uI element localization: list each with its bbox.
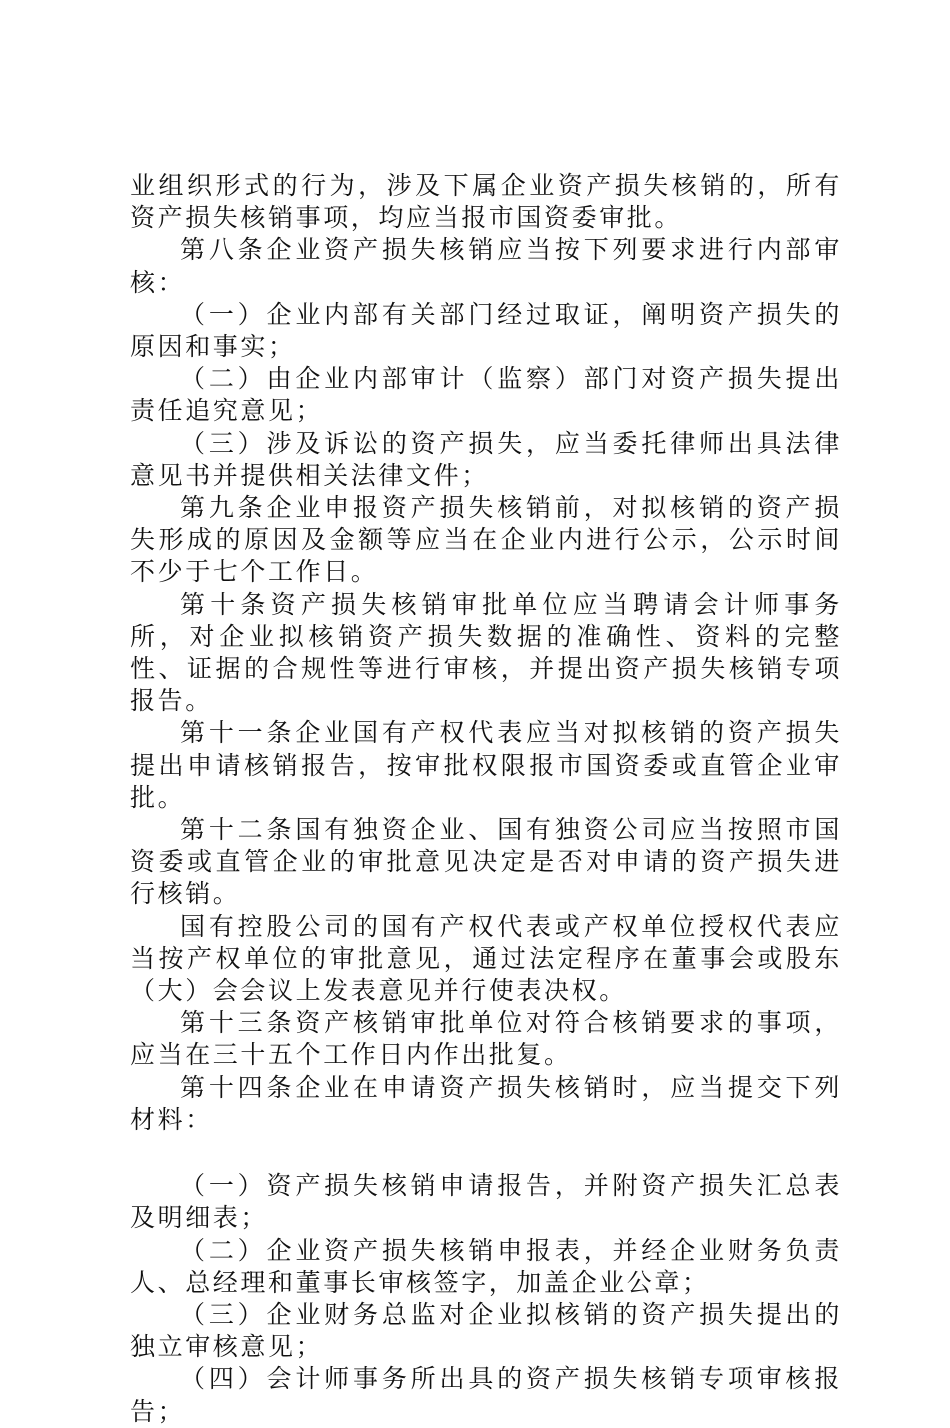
paragraph-article-14-item-4: （四）会计师事务所出具的资产损失核销专项审核报告； [130,1364,842,1426]
paragraph-article-9: 第九条企业申报资产损失核销前，对拟核销的资产损失形成的原因及金额等应当在企业内进行公示，公示时间不少于七个工作日。 [130,493,842,587]
paragraph-article-10: 第十条资产损失核销审批单位应当聘请会计师事务所，对企业拟核销资产损失数据的准确性、资料的完整性、证据的合规性等进行审核，并提出资产损失核销专项报告。 [130,589,842,716]
paragraph-article-8-item-2: （二）由企业内部审计（监察）部门对资产损失提出责任追究意见； [130,364,842,426]
paragraph-article-12-holding: 国有控股公司的国有产权代表或产权单位授权代表应当按产权单位的审批意见，通过法定程序在董事会或股东（大）会会议上发表意见并行使表决权。 [130,911,842,1006]
paragraph-article-8-item-3: （三）涉及诉讼的资产损失，应当委托律师出具法律意见书并提供相关法律文件； [130,428,842,490]
paragraph-article-12: 第十二条国有独资企业、国有独资公司应当按照市国资委或直管企业的审批意见决定是否对申请的资产损失进行核销。 [130,815,842,909]
paragraph-article-14-item-1: （一）资产损失核销申请报告，并附资产损失汇总表及明细表； [130,1171,842,1233]
paragraph-article-14: 第十四条企业在申请资产损失核销时，应当提交下列材料： [130,1072,842,1134]
document-body [130,170,842,1428]
paragraph-article-13: 第十三条资产核销审批单位对符合核销要求的事项，应当在三十五个工作日内作出批复。 [130,1008,842,1070]
paragraph-article-8-item-1: （一）企业内部有关部门经过取证，阐明资产损失的原因和事实； [130,299,842,362]
paragraph-article-14-item-3: （三）企业财务总监对企业拟核销的资产损失提出的独立审核意见； [130,1299,842,1362]
paragraph-article-11: 第十一条企业国有产权代表应当对拟核销的资产损失提出申请核销报告，按审批权限报市国资委或直管企业审批。 [130,718,842,812]
paragraph-article-14-item-2: （二）企业资产损失核销申报表，并经企业财务负责人、总经理和董事长审核签字，加盖企业公章； [130,1235,842,1297]
paragraph-continuation: 业组织形式的行为，涉及下属企业资产损失核销的，所有资产损失核销事项，均应当报市国资委审批。 [130,171,842,233]
paragraph-article-8: 第八条企业资产损失核销应当按下列要求进行内部审核： [130,235,842,297]
